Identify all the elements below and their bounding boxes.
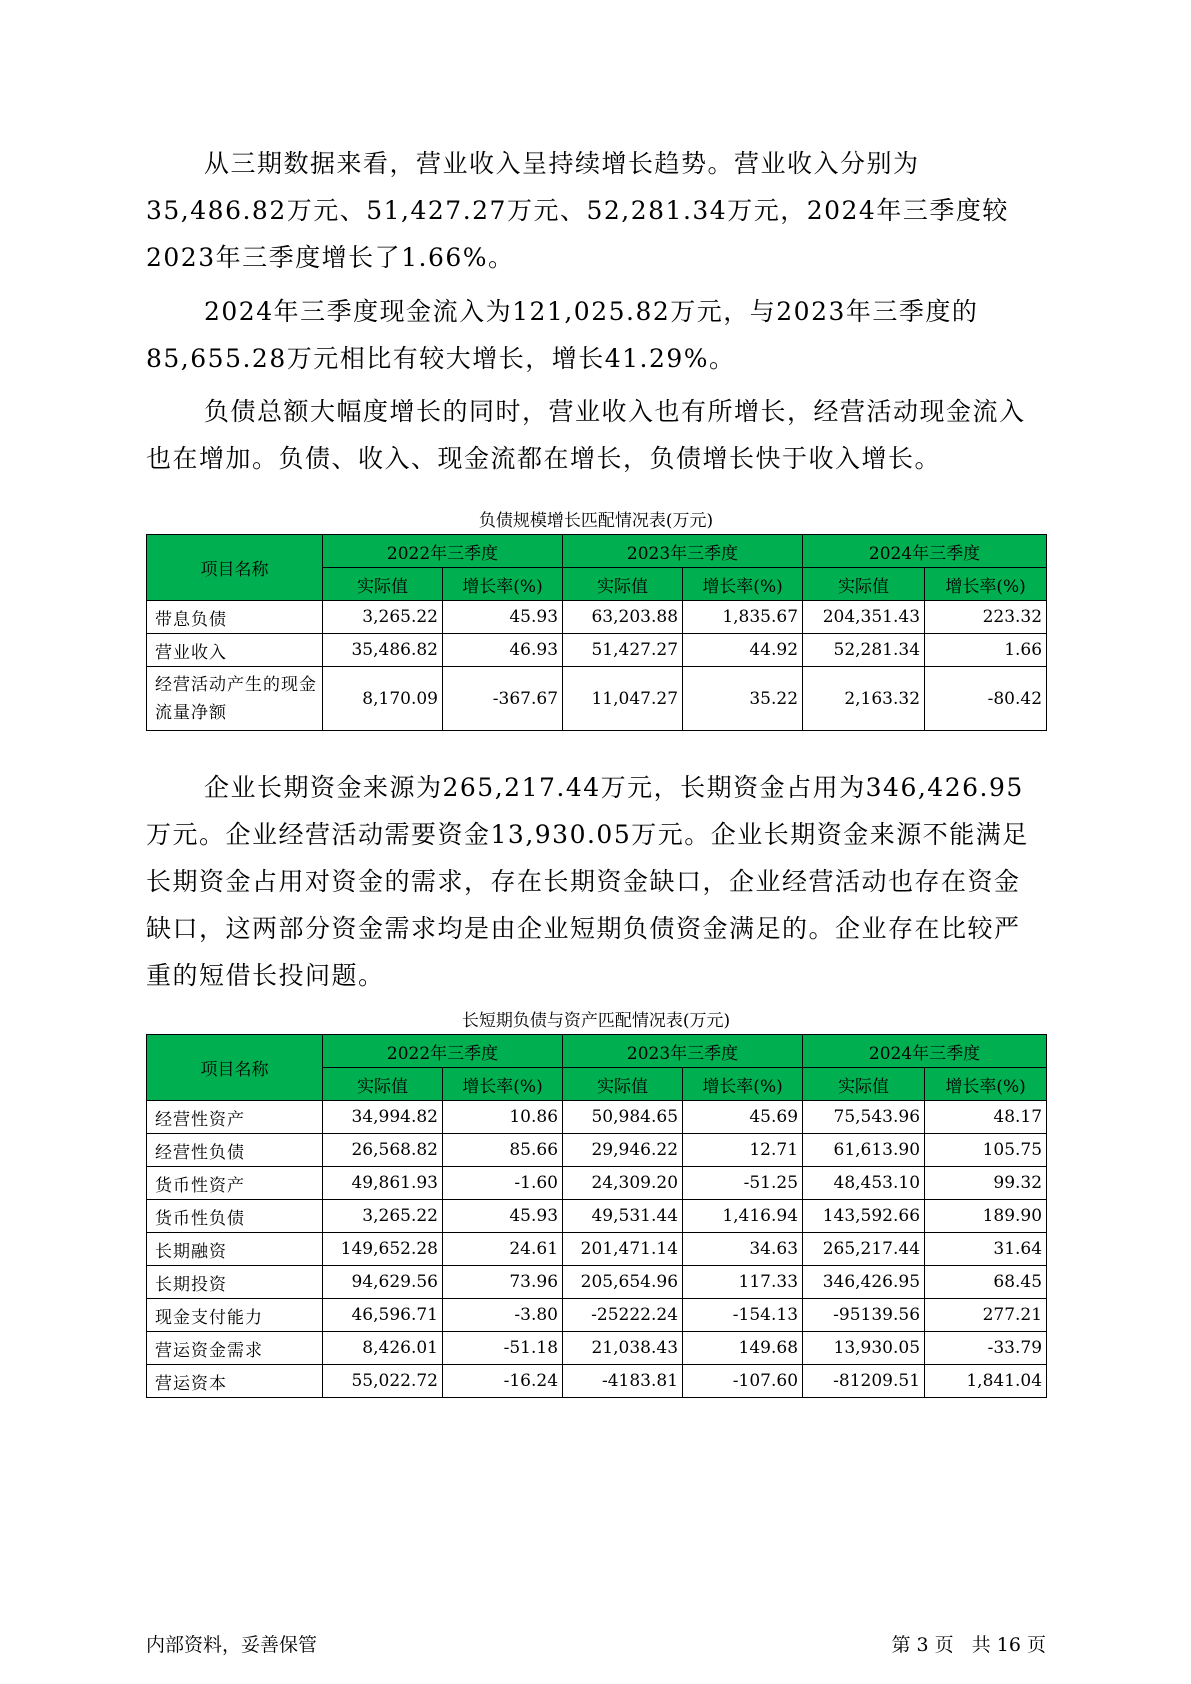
cell-growth-rate: -33.79: [925, 1332, 1047, 1365]
cell-actual-value: 48,453.10: [803, 1167, 925, 1200]
cell-growth-rate: -107.60: [683, 1365, 803, 1398]
cell-growth-rate: 99.32: [925, 1167, 1047, 1200]
row-label: 营业收入: [147, 634, 323, 667]
row-label: 货币性负债: [147, 1200, 323, 1233]
paragraph-debt-growth: 负债总额大幅度增长的同时，营业收入也有所增长，经营活动现金流入也在增加。负债、收入、现金流都在增长，负债增长快于收入增长。: [146, 397, 1026, 473]
cell-growth-rate: 12.71: [683, 1134, 803, 1167]
table-row: [147, 1167, 1047, 1200]
cell-growth-rate: 1,835.67: [683, 601, 803, 634]
cell-growth-rate: 149.68: [683, 1332, 803, 1365]
cell-growth-rate: 45.93: [443, 1200, 563, 1233]
cell-actual-value: 51,427.27: [563, 634, 683, 667]
row-label: 货币性资产: [147, 1167, 323, 1200]
cell-growth-rate: -51.25: [683, 1167, 803, 1200]
header-growth-rate: 增长率(%): [683, 1068, 803, 1101]
cell-growth-rate: 45.69: [683, 1101, 803, 1134]
cell-actual-value: 3,265.22: [323, 1200, 443, 1233]
header-actual-value: 实际值: [803, 568, 925, 601]
cell-actual-value: -81209.51: [803, 1365, 925, 1398]
cell-actual-value: 52,281.34: [803, 634, 925, 667]
cell-actual-value: 2,163.32: [803, 667, 925, 731]
cell-growth-rate: 277.21: [925, 1299, 1047, 1332]
cell-actual-value: 149,652.28: [323, 1233, 443, 1266]
table-row: [147, 1101, 1047, 1134]
cell-growth-rate: 85.66: [443, 1134, 563, 1167]
header-period: 2022年三季度: [323, 535, 563, 568]
cell-growth-rate: 45.93: [443, 601, 563, 634]
header-growth-rate: 增长率(%): [925, 1068, 1047, 1101]
cell-actual-value: -4183.81: [563, 1365, 683, 1398]
cell-actual-value: 13,930.05: [803, 1332, 925, 1365]
table-row: [147, 1233, 1047, 1266]
cell-actual-value: 50,984.65: [563, 1101, 683, 1134]
cell-growth-rate: -1.60: [443, 1167, 563, 1200]
header-period: 2024年三季度: [803, 1035, 1047, 1068]
cell-actual-value: 26,568.82: [323, 1134, 443, 1167]
cell-growth-rate: 34.63: [683, 1233, 803, 1266]
cell-actual-value: 21,038.43: [563, 1332, 683, 1365]
cell-growth-rate: 1,841.04: [925, 1365, 1047, 1398]
cell-actual-value: 94,629.56: [323, 1266, 443, 1299]
header-actual-value: 实际值: [323, 568, 443, 601]
header-actual-value: 实际值: [323, 1068, 443, 1101]
table-row: [147, 1200, 1047, 1233]
cell-growth-rate: 10.86: [443, 1101, 563, 1134]
cell-growth-rate: 68.45: [925, 1266, 1047, 1299]
cell-growth-rate: 105.75: [925, 1134, 1047, 1167]
cell-actual-value: 29,946.22: [563, 1134, 683, 1167]
row-label: 经营活动产生的现金流量净额: [147, 667, 323, 731]
cell-actual-value: 346,426.95: [803, 1266, 925, 1299]
header-period: 2022年三季度: [323, 1035, 563, 1068]
row-label: 经营性资产: [147, 1101, 323, 1134]
paragraph-revenue-trend: 从三期数据来看，营业收入呈持续增长趋势。营业收入分别为35,486.82万元、51,427.27万元、52,281.34万元，2024年三季度较2023年三季度增长了1.66%。: [146, 149, 1009, 272]
cell-growth-rate: 73.96: [443, 1266, 563, 1299]
cell-growth-rate: 35.22: [683, 667, 803, 731]
cell-growth-rate: 48.17: [925, 1101, 1047, 1134]
cell-actual-value: 63,203.88: [563, 601, 683, 634]
row-label: 长期融资: [147, 1233, 323, 1266]
cell-actual-value: 46,596.71: [323, 1299, 443, 1332]
cell-growth-rate: 189.90: [925, 1200, 1047, 1233]
cell-growth-rate: -3.80: [443, 1299, 563, 1332]
header-growth-rate: 增长率(%): [683, 568, 803, 601]
header-period: 2023年三季度: [563, 535, 803, 568]
cell-actual-value: 55,022.72: [323, 1365, 443, 1398]
table-row: [147, 667, 1047, 731]
table-row: [147, 1299, 1047, 1332]
header-growth-rate: 增长率(%): [443, 568, 563, 601]
table-row: [147, 1365, 1047, 1398]
footer-confidential-note: 内部资料，妥善保管: [146, 1634, 318, 1656]
cell-growth-rate: 46.93: [443, 634, 563, 667]
debt-growth-match-table: [146, 534, 1047, 731]
cell-growth-rate: -80.42: [925, 667, 1047, 731]
cell-growth-rate: 24.61: [443, 1233, 563, 1266]
cell-actual-value: 61,613.90: [803, 1134, 925, 1167]
cell-growth-rate: -51.18: [443, 1332, 563, 1365]
table-row: [147, 634, 1047, 667]
cell-actual-value: -25222.24: [563, 1299, 683, 1332]
table2-caption: 长短期负债与资产匹配情况表(万元): [461, 1011, 731, 1031]
cell-actual-value: 49,861.93: [323, 1167, 443, 1200]
row-label: 带息负债: [147, 601, 323, 634]
cell-growth-rate: 223.32: [925, 601, 1047, 634]
paragraph-cash-inflow: 2024年三季度现金流入为121,025.82万元，与2023年三季度的85,655.28万元相比有较大增长，增长41.29%。: [146, 297, 979, 373]
cell-actual-value: -95139.56: [803, 1299, 925, 1332]
cell-actual-value: 3,265.22: [323, 601, 443, 634]
cell-growth-rate: -16.24: [443, 1365, 563, 1398]
row-label: 经营性负债: [147, 1134, 323, 1167]
cell-actual-value: 11,047.27: [563, 667, 683, 731]
cell-growth-rate: 44.92: [683, 634, 803, 667]
header-item-name: 项目名称: [147, 1035, 323, 1101]
header-actual-value: 实际值: [563, 568, 683, 601]
cell-actual-value: 143,592.66: [803, 1200, 925, 1233]
row-label: 营运资金需求: [147, 1332, 323, 1365]
row-label: 现金支付能力: [147, 1299, 323, 1332]
header-growth-rate: 增长率(%): [443, 1068, 563, 1101]
table-row: [147, 1266, 1047, 1299]
cell-growth-rate: 1,416.94: [683, 1200, 803, 1233]
row-label: 长期投资: [147, 1266, 323, 1299]
header-actual-value: 实际值: [803, 1068, 925, 1101]
cell-actual-value: 8,426.01: [323, 1332, 443, 1365]
table-row: [147, 1134, 1047, 1167]
cell-growth-rate: -367.67: [443, 667, 563, 731]
table1-caption: 负债规模增长匹配情况表(万元): [478, 511, 714, 531]
cell-growth-rate: -154.13: [683, 1299, 803, 1332]
cell-growth-rate: 117.33: [683, 1266, 803, 1299]
cell-actual-value: 204,351.43: [803, 601, 925, 634]
paragraph-long-term-funding: 企业长期资金来源为265,217.44万元，长期资金占用为346,426.95万元。企业经营活动需要资金13,930.05万元。企业长期资金来源不能满足长期资金占用对资金的需求，存在长期资金缺口，企业经营活动也存在资金缺口，这两部分资金需求均是由企业短期负债资金满足的。企业存在比较严重的短借长投问题。: [146, 773, 1029, 990]
row-label: 营运资本: [147, 1365, 323, 1398]
header-growth-rate: 增长率(%): [925, 568, 1047, 601]
table-row: [147, 601, 1047, 634]
table-row: [147, 1332, 1047, 1365]
cell-actual-value: 201,471.14: [563, 1233, 683, 1266]
cell-growth-rate: 31.64: [925, 1233, 1047, 1266]
cell-growth-rate: 1.66: [925, 634, 1047, 667]
cell-actual-value: 34,994.82: [323, 1101, 443, 1134]
header-period: 2023年三季度: [563, 1035, 803, 1068]
cell-actual-value: 35,486.82: [323, 634, 443, 667]
cell-actual-value: 265,217.44: [803, 1233, 925, 1266]
cell-actual-value: 49,531.44: [563, 1200, 683, 1233]
header-actual-value: 实际值: [563, 1068, 683, 1101]
debt-asset-match-table: [146, 1034, 1047, 1398]
header-period: 2024年三季度: [803, 535, 1047, 568]
footer-page-number: 第 3 页 共 16 页: [891, 1634, 1046, 1656]
cell-actual-value: 24,309.20: [563, 1167, 683, 1200]
cell-actual-value: 8,170.09: [323, 667, 443, 731]
header-item-name: 项目名称: [147, 535, 323, 601]
cell-actual-value: 75,543.96: [803, 1101, 925, 1134]
cell-actual-value: 205,654.96: [563, 1266, 683, 1299]
